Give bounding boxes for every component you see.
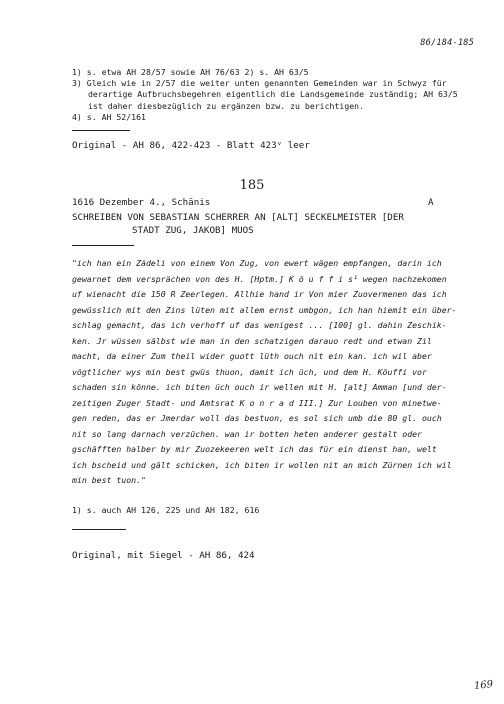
body-line: zeitigen Zuger Stadt- und Amtsrat K o n r a d III.] Zur Louben von minetwe- [72,397,442,408]
body-line: schlag gemacht, das ich verhoff uf das wenigest ... [100] gl. dahin Zeschik- [72,320,447,330]
body-line: schaden sin könne. ich biten üch ouch ir wellen mit H. [alt] Amman [und der- [72,382,447,392]
footnote: 1) s. auch AH 126, 225 und AH 182, 616 [72,505,260,515]
body-line: gewüsslich mit den Zins lüten mit allem ernst umbgon, ich han hiemit ein über- [72,304,457,315]
body-line: ken. Jr wüssen sälbst wie man in den schatzigen darauo redt und etwan Zil [72,335,432,346]
note-line: ist daher diesbezüglich zu ergänzen bzw. zu berichtigen. [88,100,365,111]
note-line: derartige Aufbruchsbegehren eigentlich die Landsgemeinde zuständig; AH 63/5 [88,89,458,100]
page-reference: 86/184-185 [420,38,474,48]
body-line: vögtlicher wys min best gwüs thuon, damit ich üch, und dem H. Köuffi vor [72,366,427,377]
original-source-line: Original, mit Siegel - AH 86, 424 [72,550,255,561]
body-line: min best tuon." [72,475,146,485]
body-line: macht, da einer Zum theil wider guott lüth ouch nit ein kan. ich wil aber [72,351,432,361]
body-line: ich bscheid und gält schicken, ich biten ir wollen nit an mich Zürnen ich wil [72,459,452,470]
note-1 [72,67,492,78]
body-line: nit so lang darnach verzüchen. wan ir botten heten anderer gestalt oder [72,428,422,439]
letter-body [72,256,492,489]
note-line: 4) s. AH 52/161 [72,111,146,122]
original-source-line: Original - AH 86, 422-423 - Blatt 423ᵛ leer [72,140,310,151]
note-line: 3) Gleich wie in 2/57 die weiter unten genannten Gemeinden war in Schwyz für [72,78,447,89]
body-line: gschäfften halber by mir Zuozekeeren welt ich das für ein dienst han, welt [72,444,437,454]
divider [72,245,134,246]
notes-list [72,67,492,123]
date-place-line: 1616 Dezember 4., Schänis [72,197,211,208]
divider [72,130,130,131]
document-letter: A [428,197,434,208]
title-line: SCHREIBEN VON SEBASTIAN SCHERRER AN [ALT] SECKELMEISTER [DER [72,212,404,223]
note-4 [72,112,492,123]
body-line: gen reden, das er Jmerdar woll das bestuon, es sol sich umb die 80 gl. ouch [72,413,442,423]
document-title [72,212,492,237]
body-line: gewarnet dem versprächen von des H. [Hptm.] K ö u f f i s¹ wegen nachzekomen [72,273,447,284]
document-number: 185 [239,178,265,193]
note-line: 1) s. etwa AH 28/57 sowie AH 76/63 2) s. AH 63/5 [72,67,309,77]
divider [72,529,126,530]
body-line: uf wienacht die 150 R Zeerlegen. Allhie hand ir Von mier Zuovermenen das ich [72,289,447,299]
handwritten-folio-number: 169 [473,679,494,692]
note-3 [72,78,492,112]
body-line: "ich han ein Zädeli von einem Von Zug, von ewert wägen empfangen, darin ich [72,258,442,268]
title-line: STADT ZUG, JAKOB] MUOS [132,224,254,236]
